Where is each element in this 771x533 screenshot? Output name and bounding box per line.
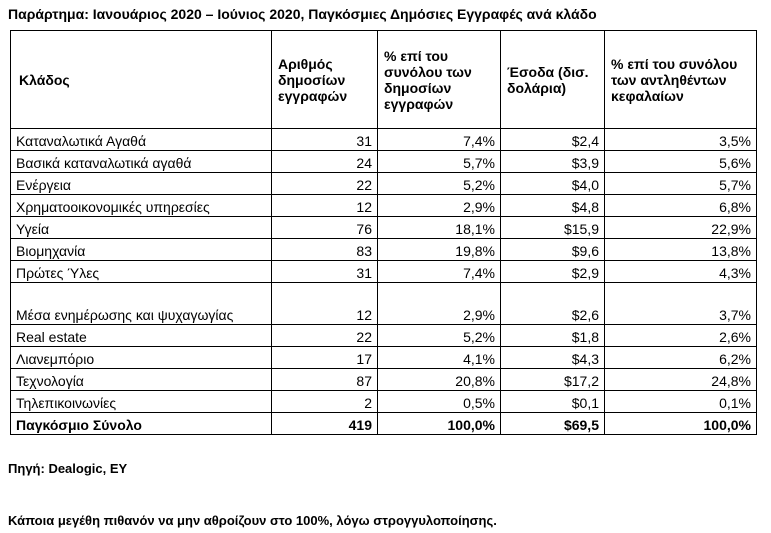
cell-proceeds-pct: 13,8% xyxy=(605,239,757,261)
cell-proceeds: $2,6 xyxy=(501,283,605,325)
cell-proceeds: $2,4 xyxy=(501,129,605,151)
cell-count-pct: 19,8% xyxy=(378,239,501,261)
table-row xyxy=(11,347,757,369)
cell-proceeds: $3,9 xyxy=(501,151,605,173)
header-count-pct: % επί του συνόλου των δημοσίων εγγραφών xyxy=(378,31,501,129)
table-row xyxy=(11,151,757,173)
cell-count-pct: 5,2% xyxy=(378,173,501,195)
table-row xyxy=(11,129,757,151)
rounding-note: Κάποια μεγέθη πιθανόν να μην αθροίζουν στο 100%, λόγω στρογγυλοποίησης. xyxy=(8,513,497,528)
cell-count-pct: 18,1% xyxy=(378,217,501,239)
cell-proceeds-pct: 0,1% xyxy=(605,391,757,413)
total-proceeds-pct: 100,0% xyxy=(605,413,757,435)
cell-proceeds: $2,9 xyxy=(501,261,605,283)
cell-proceeds-pct: 4,3% xyxy=(605,261,757,283)
cell-proceeds: $0,1 xyxy=(501,391,605,413)
cell-sector: Τεχνολογία xyxy=(11,369,272,391)
cell-proceeds-pct: 3,7% xyxy=(605,283,757,325)
cell-count: 2 xyxy=(272,391,378,413)
cell-count-pct: 0,5% xyxy=(378,391,501,413)
cell-proceeds-pct: 2,6% xyxy=(605,325,757,347)
cell-sector: Ενέργεια xyxy=(11,173,272,195)
cell-count-pct: 5,2% xyxy=(378,325,501,347)
total-count: 419 xyxy=(272,413,378,435)
table-row xyxy=(11,369,757,391)
total-proceeds: $69,5 xyxy=(501,413,605,435)
page-title: Παράρτημα: Ιανουάριος 2020 – Ιούνιος 2020, Παγκόσμιες Δημόσιες Εγγραφές ανά κλάδο xyxy=(8,6,597,22)
cell-proceeds-pct: 22,9% xyxy=(605,217,757,239)
cell-sector: Βασικά καταναλωτικά αγαθά xyxy=(11,151,272,173)
table-row xyxy=(11,239,757,261)
cell-count-pct: 4,1% xyxy=(378,347,501,369)
total-count-pct: 100,0% xyxy=(378,413,501,435)
header-sector: Κλάδος xyxy=(11,31,272,129)
table-row xyxy=(11,325,757,347)
cell-sector: Μέσα ενημέρωσης και ψυχαγωγίας xyxy=(11,283,272,325)
cell-sector: Τηλεπικοινωνίες xyxy=(11,391,272,413)
cell-count: 17 xyxy=(272,347,378,369)
header-proceeds: Έσοδα (δισ. δολάρια) xyxy=(501,31,605,129)
cell-count: 83 xyxy=(272,239,378,261)
cell-sector: Λιανεμπόριο xyxy=(11,347,272,369)
cell-count-pct: 7,4% xyxy=(378,129,501,151)
cell-proceeds: $4,8 xyxy=(501,195,605,217)
cell-count: 87 xyxy=(272,369,378,391)
cell-proceeds-pct: 6,8% xyxy=(605,195,757,217)
cell-count: 31 xyxy=(272,129,378,151)
cell-proceeds-pct: 3,5% xyxy=(605,129,757,151)
cell-count: 12 xyxy=(272,283,378,325)
cell-sector: Υγεία xyxy=(11,217,272,239)
cell-sector: Καταναλωτικά Αγαθά xyxy=(11,129,272,151)
table-row xyxy=(11,173,757,195)
cell-count: 31 xyxy=(272,261,378,283)
source-note: Πηγή: Dealogic, EY xyxy=(8,461,128,476)
table-row xyxy=(11,261,757,283)
cell-count-pct: 2,9% xyxy=(378,195,501,217)
cell-count: 76 xyxy=(272,217,378,239)
cell-count: 22 xyxy=(272,325,378,347)
header-proceeds-pct: % επί του συνόλου των αντληθέντων κεφαλαίων xyxy=(605,31,757,129)
cell-proceeds-pct: 5,7% xyxy=(605,173,757,195)
cell-count: 12 xyxy=(272,195,378,217)
cell-sector: Πρώτες Ύλες xyxy=(11,261,272,283)
cell-count-pct: 2,9% xyxy=(378,283,501,325)
total-sector: Παγκόσμιο Σύνολο xyxy=(11,413,272,435)
table-body xyxy=(11,129,757,435)
cell-proceeds-pct: 24,8% xyxy=(605,369,757,391)
cell-sector: Βιομηχανία xyxy=(11,239,272,261)
table-total-row xyxy=(11,413,757,435)
cell-sector: Real estate xyxy=(11,325,272,347)
cell-count: 22 xyxy=(272,173,378,195)
cell-sector: Χρηματοοικονομικές υπηρεσίες xyxy=(11,195,272,217)
table-row xyxy=(11,283,757,325)
ipo-sector-table xyxy=(10,30,757,435)
cell-proceeds-pct: 5,6% xyxy=(605,151,757,173)
header-count: Αριθμός δημοσίων εγγραφών xyxy=(272,31,378,129)
cell-proceeds: $17,2 xyxy=(501,369,605,391)
cell-proceeds: $4,3 xyxy=(501,347,605,369)
table-row xyxy=(11,391,757,413)
cell-proceeds-pct: 6,2% xyxy=(605,347,757,369)
table-row xyxy=(11,195,757,217)
table-row xyxy=(11,217,757,239)
cell-count: 24 xyxy=(272,151,378,173)
table-header-row xyxy=(11,31,757,129)
cell-proceeds: $15,9 xyxy=(501,217,605,239)
cell-count-pct: 5,7% xyxy=(378,151,501,173)
cell-proceeds: $9,6 xyxy=(501,239,605,261)
cell-proceeds: $4,0 xyxy=(501,173,605,195)
cell-count-pct: 7,4% xyxy=(378,261,501,283)
cell-count-pct: 20,8% xyxy=(378,369,501,391)
cell-proceeds: $1,8 xyxy=(501,325,605,347)
